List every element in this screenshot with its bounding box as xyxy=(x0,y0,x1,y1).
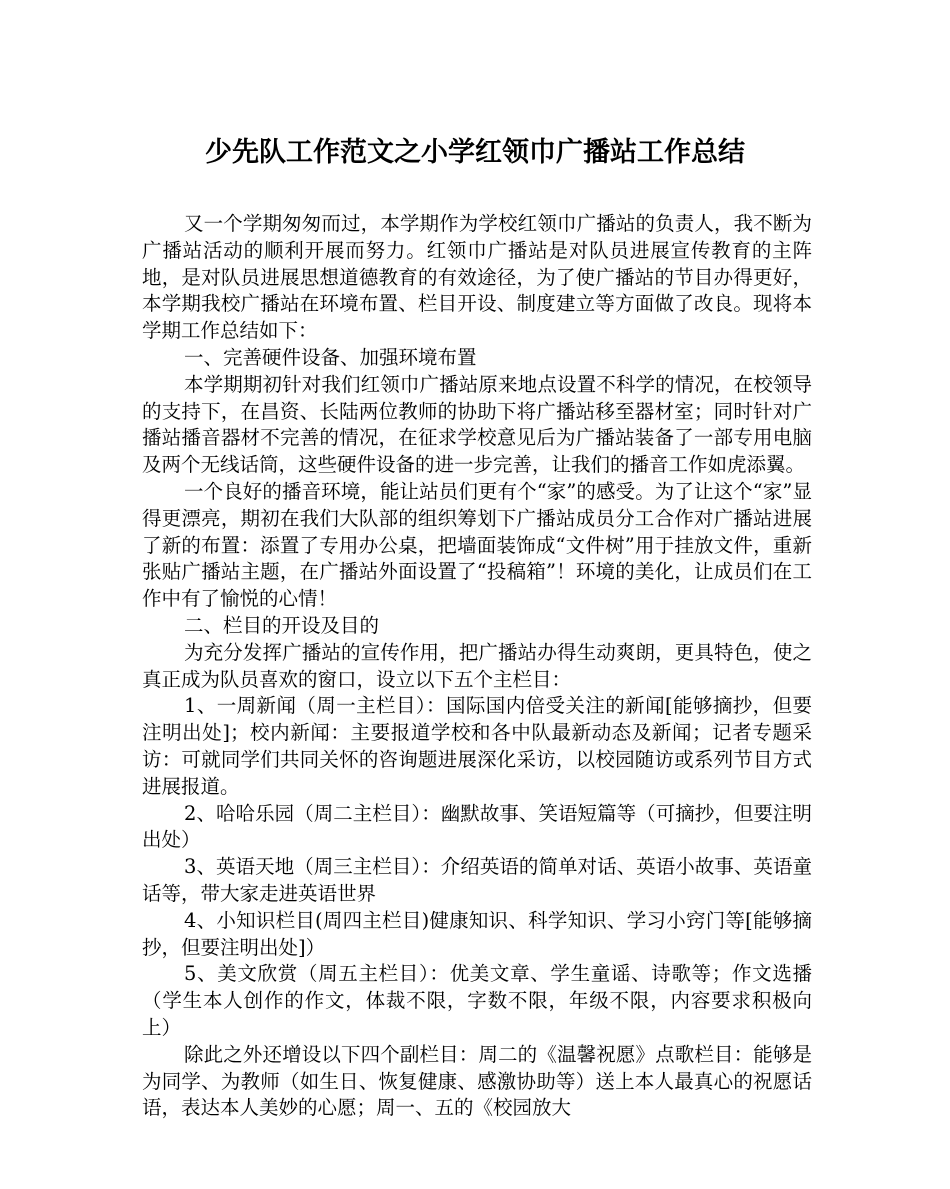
document-title: 少先队工作范文之小学红领巾广播站工作总结 xyxy=(205,137,745,168)
list-item-essay-appreciation: 5、美文欣赏（周五主栏目）：优美文章、学生童谣、诗歌等；作文选播（学生本人创作的作文，体裁不限，字数不限，年级不限，内容要求积极向上） xyxy=(142,962,812,1039)
paragraph-environment: 一个良好的播音环境，能让站员们更有个“家”的感受。为了让这个“家”显得更漂亮，期初在我们大队部的组织筹划下广播站成员分工合作对广播站进展了新的布置：添置了专用办公桌，把墙面装饰成“文件树”用于挂放文件，重新张贴广播站主题，在广播站外面设置了“投稿箱”！环境的美化，让成员们在工作中有了愉悦的心情！ xyxy=(142,479,812,611)
paragraph-hardware: 本学期期初针对我们红领巾广播站原来地点设置不科学的情况，在校领导的支持下，在昌资、长陆两位教师的协助下将广播站移至器材室；同时针对广播站播音器材不完善的情况，在征求学校意见后为广播站装备了一部专用电脑及两个无线话筒，这些硬件设备的进一步完善，让我们的播音工作如虎添翼。 xyxy=(142,372,812,477)
section-heading-hardware: 一、完善硬件设备、加强环境布置 xyxy=(184,345,477,369)
paragraph-intro: 又一个学期匆匆而过，本学期作为学校红领巾广播站的负责人，我不断为广播站活动的顺利开展而努力。红领巾广播站是对队员进展宣传教育的主阵地，是对队员进展思想道德教育的有效途径，为了使广播站的节目办得更好，本学期我校广播站在环境布置、栏目开设、制度建立等方面做了改良。现将本学期工作总结如下： xyxy=(142,212,812,343)
list-item-knowledge: 4、小知识栏目(周四主栏目)健康知识、科学知识、学习小窍门等[能够摘抄，但要注明出处]） xyxy=(142,908,812,959)
paragraph-sub-columns: 除此之外还增设以下四个副栏目：周二的《温馨祝愿》点歌栏目：能够是为同学、为教师（如生日、恢复健康、感激协助等）送上本人最真心的祝愿话语，表达本人美妙的心愿；周一、五的《校园放大 xyxy=(142,1042,812,1120)
section-heading-columns: 二、栏目的开设及目的 xyxy=(184,613,380,637)
document-body xyxy=(142,211,812,1122)
list-item-english-world: 3、英语天地（周三主栏目）：介绍英语的简单对话、英语小故事、英语童话等，带大家走进英语世界 xyxy=(142,855,812,905)
list-item-fun-park: 2、哈哈乐园（周二主栏目）：幽默故事、笑语短篇等（可摘抄，但要注明出处） xyxy=(142,801,812,852)
paragraph-columns-intro: 为充分发挥广播站的宣传作用，把广播站办得生动爽朗，更具特色，使之真正成为队员喜欢的窗口，设立以下五个主栏目： xyxy=(142,640,812,691)
list-item-weekly-news: 1、一周新闻（周一主栏目）：国际国内倍受关注的新闻[能够摘抄，但要注明出处]；校内新闻：主要报道学校和各中队最新动态及新闻；记者专题采访：可就同学们共同关怀的咨询题进展深化采访，以校园随访或系列节目方式进展报道。 xyxy=(142,694,812,798)
